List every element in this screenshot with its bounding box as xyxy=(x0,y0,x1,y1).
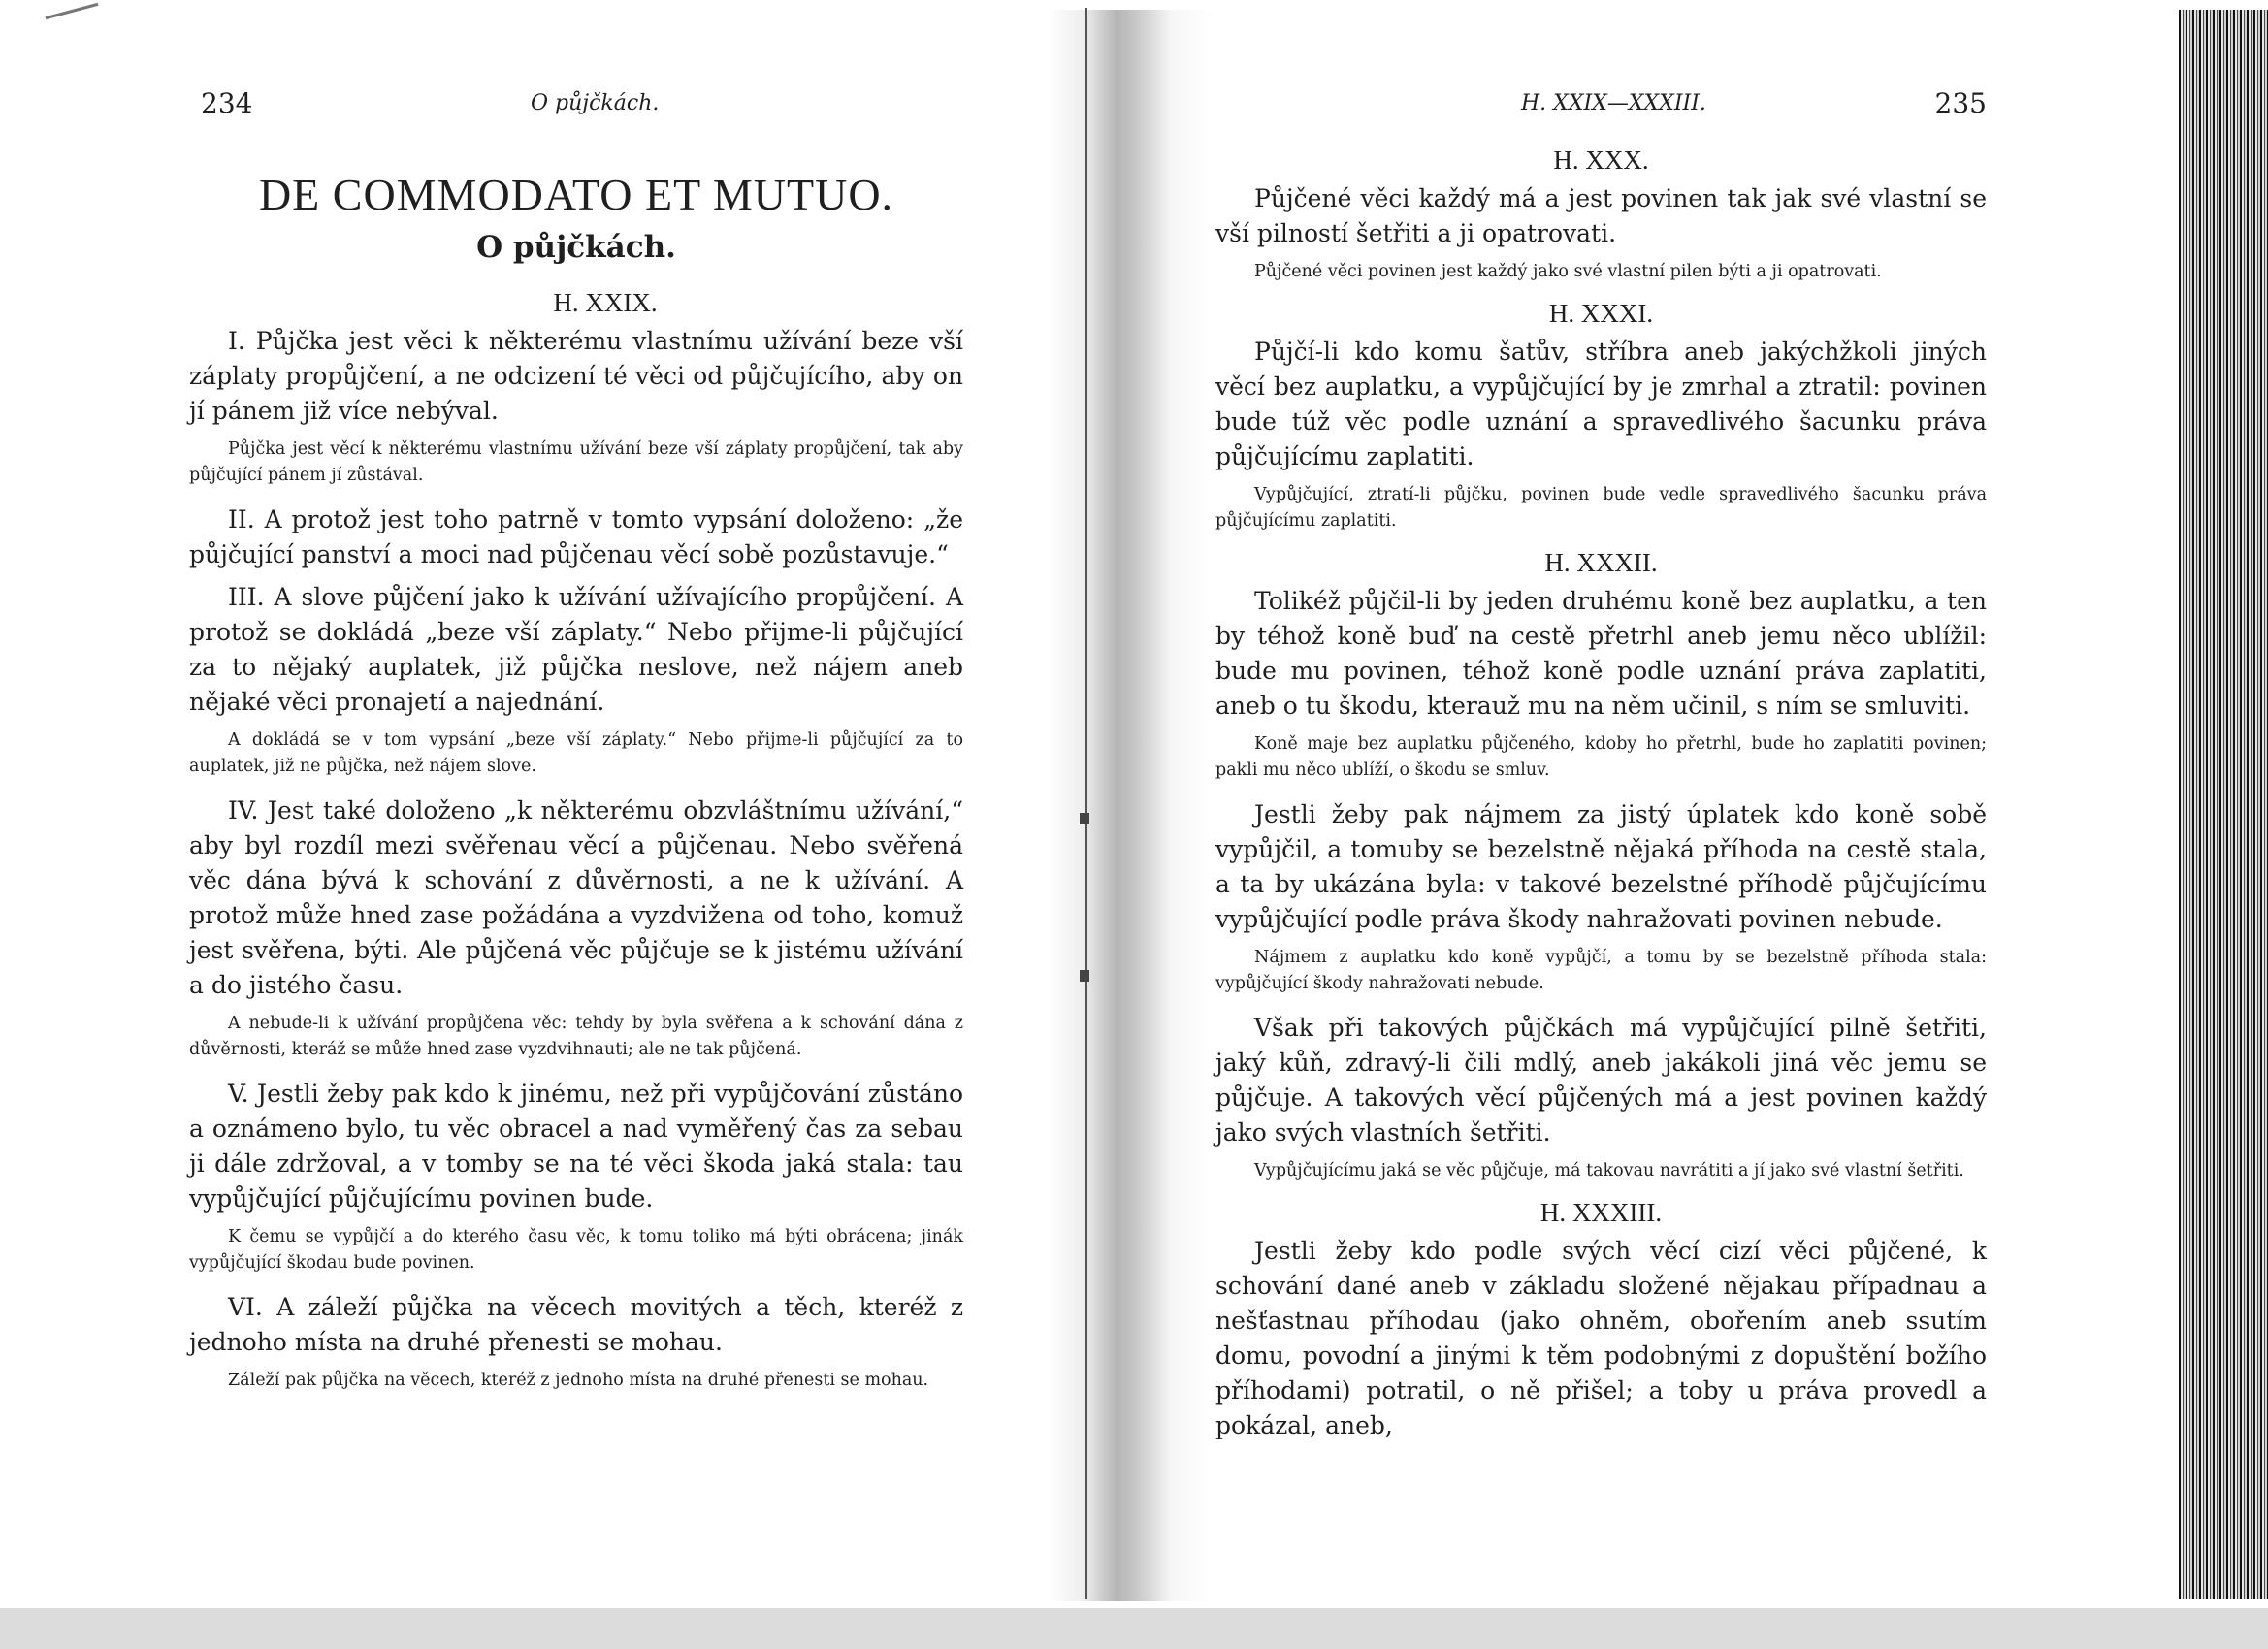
paragraph: Jestli žeby pak nájmem za jistý úplatek kdo koně sobě vypůjčil, a tomuby se bezelstně nějaká příhoda na cestě stala, a ta by ukázána byla: v takové bezelstné příhodě půjčujícímu vypůjčující podle práva škody nahražovati povinen nebude. xyxy=(1215,800,1987,933)
paragraph: V. Jestli žeby pak kdo k jinému, než při vypůjčování zůstáno a oznámeno bylo, tu věc obracel a nad vyměřený čas za sebau ji dále zdržoval, a v tomby se na té věci škoda jaká stala: tau vypůjčující půjčujícímu povinen bude. xyxy=(189,1080,963,1212)
page-number: 234 xyxy=(201,87,253,119)
paragraph: Jestli žeby kdo podle svých věcí cizí věci půjčené, k schování dané aneb v základu složené nějakau případnau a nešťastnau příhodau (jako ohněm, obořením aneb ssutím domu, povodní a jinými k těm podobnými z dopuštění božího příhodami) potratil, o ně přišel; a toby u práva provedl a pokázal, aneb, xyxy=(1215,1237,1987,1439)
chapter-subtitle: O půjčkách. xyxy=(476,230,676,265)
paragraph: II. A protož jest toho patrně v tomto vypsání doloženo: „že půjčující panství a moci nad půjčenau věcí sobě pozůstavuje.“ xyxy=(189,505,963,568)
scan-mark xyxy=(46,3,99,19)
summary-note: Koně maje bez auplatku půjčeného, kdoby ho přetrhl, bude ho zaplatiti povinen; pakli mu něco ublíží, o škodu se smluv. xyxy=(1215,734,1987,780)
paragraph: Tolikéž půjčil-li by jeden druhému koně bez auplatku, a ten by téhož koně buď na cestě přetrhl aneb jemu něco ublížil: bude mu povinen, téhož koně podle uznání práva zaplatiti, aneb o tu škodu, kterauž mu na něm učinil, s ním se smluviti. xyxy=(1215,587,1987,720)
paragraph: Půjčí-li kdo komu šatův, stříbra aneb jakýchžkoli jiných věcí bez auplatku, a vypůjčující by je zmrhal a ztratil: povinen bude túž věc podle uznání a spravedlivého šacunku práva půjčujícímu zaplatiti. xyxy=(1215,338,1987,470)
paragraph: IV. Jest také doloženo „k některému obzvláštnímu užívání,“ aby byl rozdíl mezi svěřenau věcí a půjčenau. Nebo svěřená věc dána bývá k schování z důvěrnosti, a ne k užívání. A protož může hned zase požádána a vyzdvižena od toho, komuž jest svěřena, býti. Ale půjčená věc půjčuje se k jistému užívání a do jistého času. xyxy=(189,796,963,999)
section-heading: H. XXXIII. xyxy=(1539,1198,1663,1227)
chapter-title: DE COMMODATO ET MUTUO. xyxy=(258,170,894,219)
right-sections xyxy=(1215,146,1987,1443)
spine-mark xyxy=(1080,970,1089,982)
book-gutter-shadow xyxy=(1048,10,1213,1600)
section-heading: H. XXXI. xyxy=(1548,299,1654,328)
page-edges xyxy=(2179,10,2268,1599)
paragraph: Však při takových půjčkách má vypůjčující pilně šetřiti, jaký kůň, zdravý-li čili mdlý, aneb jakákoli jiná věc jemu se půjčuje. A takových věcí půjčených má a jest povinen každý jako svých vlastních šetřiti. xyxy=(1215,1014,1987,1147)
paragraph: Půjčené věci každý má a jest povinen tak jak své vlastní se vší pilností šetřiti a ji opatrovati. xyxy=(1215,184,1987,247)
summary-note: Vypůjčující, ztratí-li půjčku, povinen bude vedle spravedlivého šacunku práva půjčujícímu zaplatiti. xyxy=(1215,485,1987,531)
summary-note: A dokládá se v tom vypsání „beze vší záplaty.“ Nebo přijme-li půjčující za to auplatek, již ne půjčka, než nájem slove. xyxy=(189,730,963,776)
summary-note: K čemu se vypůjčí a do kterého času věc, k tomu toliko má býti obrácena; jinák vypůjčující škodau bude povinen. xyxy=(189,1227,963,1273)
spine-mark xyxy=(1080,813,1089,824)
right-running-header xyxy=(1215,87,1987,132)
paragraph: VI. A záleží půjčka na věcech movitých a těch, kteréž z jednoho místa na druhé přenesti se mohau. xyxy=(189,1293,963,1356)
left-sections xyxy=(189,288,963,1394)
summary-note: Záleží pak půjčka na věcech, kteréž z jednoho místa na druhé přenesti se mohau. xyxy=(228,1371,929,1390)
section-heading: H. XXXII. xyxy=(1544,548,1658,577)
right-page xyxy=(1215,87,1987,1451)
page-number: 235 xyxy=(1934,87,1987,119)
paragraph: III. A slove půjčení jako k užívání užívajícího propůjčení. A protož se dokládá „beze vší záplaty.“ Nebo přijme-li půjčující za to nějaký auplatek, již půjčka neslove, než nájem aneb nějaké věci pronajetí a najednání. xyxy=(189,583,963,716)
summary-note: Nájmem z auplatku kdo koně vypůjčí, a tomu by se bezelstně příhoda stala: vypůjčující škody nahražovati nebude. xyxy=(1215,948,1987,993)
running-head: H. XXIX—XXXIII. xyxy=(1521,91,1706,115)
summary-note: A nebude-li k užívání propůjčena věc: tehdy by byla svěřena a k schování dána z důvěrnosti, kteráž se může hned zase vyzdvihnauti; ale ne tak půjčená. xyxy=(189,1014,963,1059)
paragraph: I. Půjčka jest věci k některému vlastnímu užívání beze vší záplaty propůjčení, a ne odcizení té věci od půjčujícího, aby on jí pánem již více nebýval. xyxy=(189,327,963,425)
summary-note: Půjčka jest věcí k některému vlastnímu užívání beze vší záplaty propůjčení, tak aby půjčující pánem jí zůstával. xyxy=(189,439,963,485)
left-page xyxy=(189,87,963,1407)
section-heading: H. XXIX. xyxy=(553,288,658,317)
scanner-bed-edge xyxy=(0,1608,2268,1649)
left-running-header xyxy=(189,87,963,132)
book-spine-fold xyxy=(1085,8,1087,1599)
running-head: O půjčkách. xyxy=(531,91,660,115)
summary-note: Vypůjčujícímu jaká se věc půjčuje, má takovau navrátiti a jí jako své vlastní šetřiti. xyxy=(1254,1161,1964,1180)
summary-note: Půjčené věci povinen jest každý jako své vlastní pilen býti a ji opatrovati. xyxy=(1254,262,1882,281)
section-heading: H. XXX. xyxy=(1553,146,1649,175)
